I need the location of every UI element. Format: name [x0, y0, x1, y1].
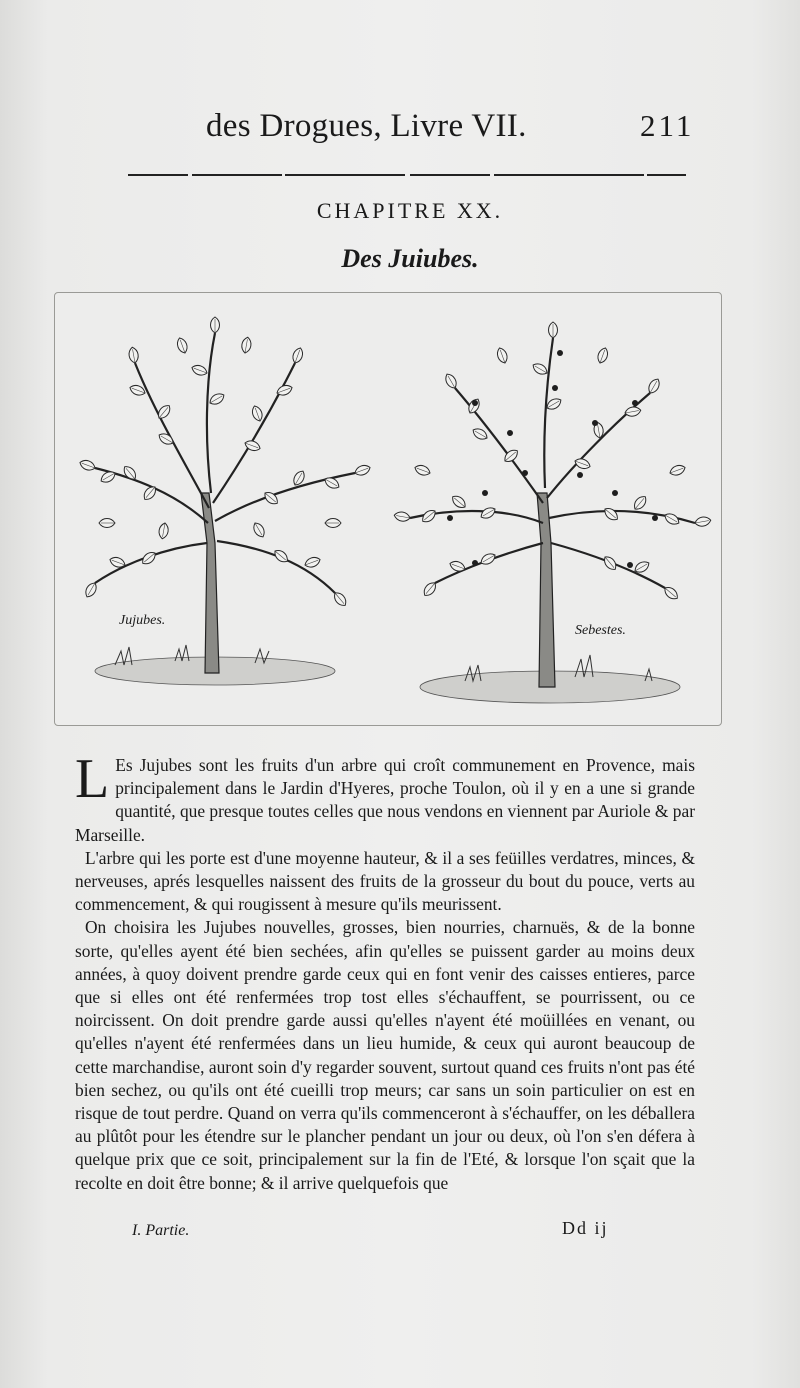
paragraph: L'arbre qui les porte est d'une moyenne hauteur, & il a ses feüilles verdatres, minces, & nerveuses, aprés lesquelles naissent des fruits de la grosseur du bout du pouce, verts au commencement, & qui rougissent à mesure qu'ils meurissent.: [75, 847, 695, 915]
part-label: I. Partie.: [132, 1222, 190, 1239]
plate-caption-jujubes: Jujubes.: [119, 613, 166, 628]
paragraph-text: Es Jujubes sont les fruits d'un arbre qui croît communement en Provence, mais principalement dans le Jardin d'Hyeres, proche Toulon, où il y en a une si grande quantité, que presque toutes celles que nous vendons en viennent par Auriole & par Marseille.: [75, 755, 695, 845]
drop-cap: L: [75, 748, 110, 810]
body-text: [75, 748, 695, 1195]
engraving-plate: [54, 292, 722, 726]
chapter-title: Des Juiubes.: [341, 244, 479, 273]
running-title: des Drogues, Livre VII.: [206, 108, 527, 144]
paragraph: [75, 748, 695, 847]
header-rule: [128, 171, 686, 181]
signature-mark: Dd ij: [562, 1218, 609, 1238]
page-number: 211: [640, 108, 695, 143]
tree-engraving: [55, 293, 721, 725]
page-footer: [0, 1218, 800, 1252]
chapter-heading: CHAPITRE XX.: [316, 198, 504, 223]
sebeste-tree: [393, 322, 711, 703]
paragraph: On choisira les Jujubes nouvelles, grosses, bien nourries, charnuës, & de la bonne sorte, qu'elles ayent été bien sechées, afin qu'elles se puissent garder au moins deux années, à quoy doivent prendre garde ceux qui en font venir des caisses entieres, parce que si elles ont été renfermées trop tost elles s'échauffent, se pourrissent, ou ce noircissent. On doit prendre garde aussi qu'elles n'ayent été moüillées en venant, ou qu'elles n'ayent été renfermées dans un lieu humide, & ceux qui auront beaucoup de cette marchandise, auront soin d'y regarder souvent, surtout quand ces fruits n'ont pas été bien sechez, ou qu'ils ont été cueilli trop meurs; car sans un soin particulier on est en risque de tout perdre. Quand on verra qu'ils commenceront à s'échauffer, on les déballera au plûtôt pour les étendre sur le plancher pendant un jour ou deux, où l'on s'en défera à quelque prix que ce soit, principalement sur la fin de l'Eté, & lorsque l'on sçait que la recolte en doit être bonne; & il arrive quelquefois que: [75, 917, 695, 1193]
running-head: [0, 108, 800, 148]
jujube-tree: [78, 317, 371, 685]
plate-caption-sebestes: Sebestes.: [575, 623, 626, 638]
